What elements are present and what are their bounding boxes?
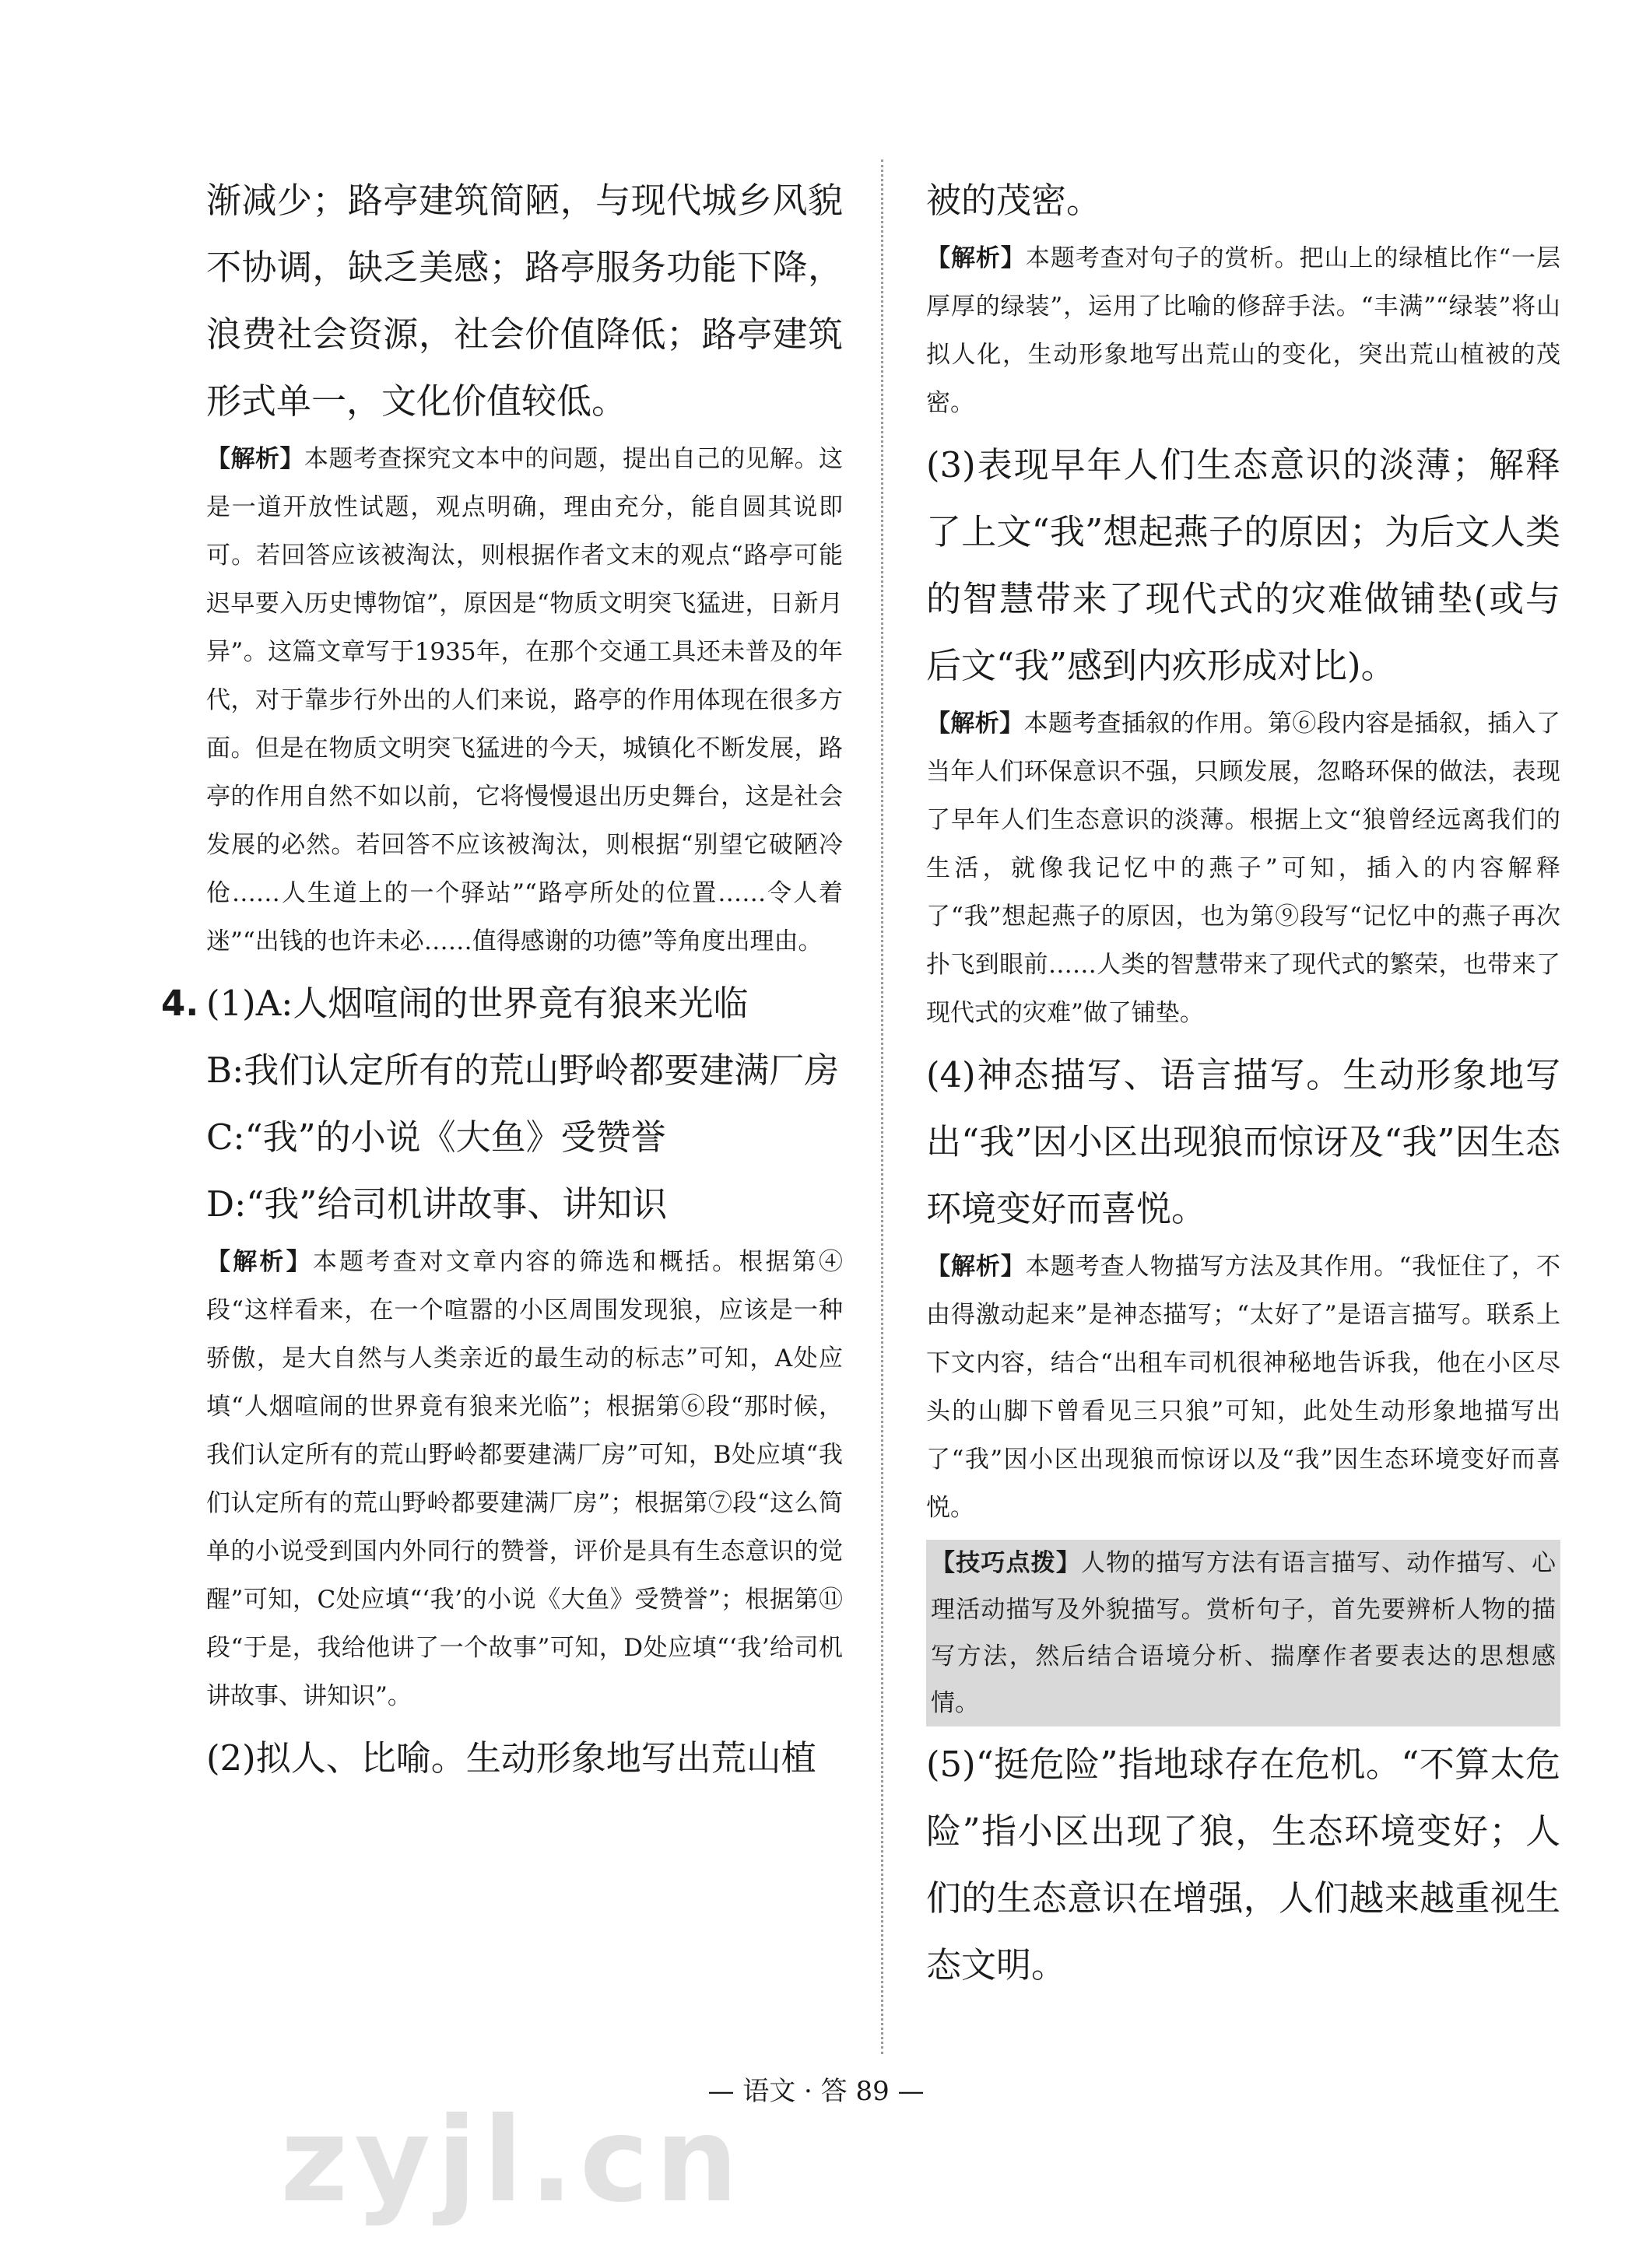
tips-text: 人物的描写方法有语言描写、动作描写、心理活动描写及外貌描写。赏析句子，首先要辨析人物的描写方法，然后结合语境分析、揣摩作者要表达的思想感情。: [931, 1549, 1556, 1717]
page-footer: — 语文 · 答 89 —: [707, 2076, 925, 2107]
analysis-4-3: [926, 699, 1560, 1037]
answer-4-c: C:“我”的小说《大鱼》受赞誉: [206, 1116, 666, 1158]
analysis-text: 本题考查对句子的赏析。把山上的绿植比作“一层厚厚的绿装”，运用了比喻的修辞手法。“丰满”“绿装”将山拟人化，生动形象地写出荒山的变化，突出荒山植被的茂密。: [926, 244, 1560, 417]
analysis-4-2: [926, 234, 1560, 427]
tips-box: [926, 1540, 1560, 1726]
site-watermark: zyjl.cn: [280, 2093, 745, 2228]
analysis-text: 本题考查人物描写方法及其作用。“我怔住了，不由得激动起来”是神态描写；“太好了”是语言描写。联系上下文内容，结合“出租车司机很神秘地告诉我，他在小区尽头的山脚下曾看见三只狼”可知，此处生动形象地描写出了“我”因小区出现狼而惊讶以及“我”因生态环境变好而喜悦。: [926, 1253, 1560, 1522]
answer-4-2-continued: 被的茂密。: [926, 180, 1102, 221]
answer-4-d: D:“我”给司机讲故事、讲知识: [206, 1183, 668, 1225]
column-divider: [881, 159, 883, 2054]
tips-tag: 【技巧点拨】: [931, 1549, 1081, 1577]
answer-4-5: (5)“挺危险”指地球存在危机。“不算太危险”指小区出现了狼，生态环境变好；人们的生态意识在增强，人们越来越重视生态文明。: [926, 1744, 1560, 1986]
analysis-text: 本题考查插叙的作用。第⑥段内容是插叙，插入了当年人们环保意识不强，只顾发展，忽略环保的做法，表现了早年人们生态意识的淡薄。根据上文“狼曾经远离我们的生活，就像我记忆中的燕子”可知，插入的内容解释了“我”想起燕子的原因，也为第⑨段写“记忆中的燕子再次扑飞到眼前……人类的智慧带来了现代式的繁荣，也带来了现代式的灾难”做了铺垫。: [926, 710, 1561, 1027]
answer-3-continued: 渐减少；路亭建筑简陋，与现代城乡风貌不协调，缺乏美感；路亭服务功能下降，浪费社会资源，社会价值降低；路亭建筑形式单一，文化价值较低。: [206, 180, 843, 422]
left-column: [161, 167, 844, 1792]
analysis-3: [206, 435, 843, 966]
answer-4-b: B:我们认定所有的荒山野岭都要建满厂房: [206, 1050, 840, 1091]
analysis-tag: 【解析】: [206, 1248, 313, 1276]
answer-4-4: (4)神态描写、语言描写。生动形象地写出“我”因小区出现狼而惊讶及“我”因生态环境变好而喜悦。: [926, 1054, 1560, 1229]
analysis-4-1: [206, 1238, 843, 1720]
analysis-tag: 【解析】: [926, 710, 1024, 738]
analysis-tag: 【解析】: [926, 244, 1026, 272]
analysis-tag: 【解析】: [206, 445, 304, 473]
answer-4-1: [161, 970, 843, 1037]
answer-4-3: (3)表现早年人们生态意识的淡薄；解释了上文“我”想起燕子的原因；为后文人类的智慧带来了现代式的灾难做铺垫(或与后文“我”感到内疚形成对比)。: [926, 444, 1560, 686]
answer-text: (1)A:人烟喧闹的世界竟有狼来光临: [206, 983, 749, 1024]
answer-4-2: (2)拟人、比喻。生动形象地写出荒山植: [206, 1737, 816, 1779]
analysis-text: 本题考查探究文本中的问题，提出自己的见解。这是一道开放性试题，观点明确，理由充分，能自圆其说即可。若回答应该被淘汰，则根据作者文末的观点“路亭可能迟早要入历史博物馆”，原因是“物质文明突飞猛进，日新月异”。这篇文章写于1935年，在那个交通工具还未普及的年代，对于靠步行外出的人们来说，路亭的作用体现在很多方面。但是在物质文明突飞猛进的今天，城镇化不断发展，路亭的作用自然不如以前，它将慢慢退出历史舞台，这是社会发展的必然。若回答不应该被淘汰，则根据“别望它破陋冷伧……人生道上的一个驿站”“路亭所处的位置……令人着迷”“出钱的也许未必……值得感谢的功德”等角度出理由。: [206, 445, 843, 955]
analysis-text: 本题考查对文章内容的筛选和概括。根据第④段“这样看来，在一个喧嚣的小区周围发现狼，应该是一种骄傲，是大自然与人类亲近的最生动的标志”可知，A处应填“人烟喧闹的世界竟有狼来光临”；根据第⑥段“那时候，我们认定所有的荒山野岭都要建满厂房”可知，B处应填“我们认定所有的荒山野岭都要建满厂房”；根据第⑦段“这么简单的小说受到国内外同行的赞誉，评价是具有生态意识的觉醒”可知，C处应填“‘我’的小说《大鱼》受赞誉”；根据第⑪段“于是，我给他讲了一个故事”可知，D处应填“‘我’给司机讲故事、讲知识”。: [206, 1248, 844, 1710]
analysis-tag: 【解析】: [926, 1253, 1026, 1281]
analysis-4-4: [926, 1243, 1560, 1532]
right-column: [926, 167, 1560, 1999]
question-number: 4.: [161, 983, 199, 1024]
